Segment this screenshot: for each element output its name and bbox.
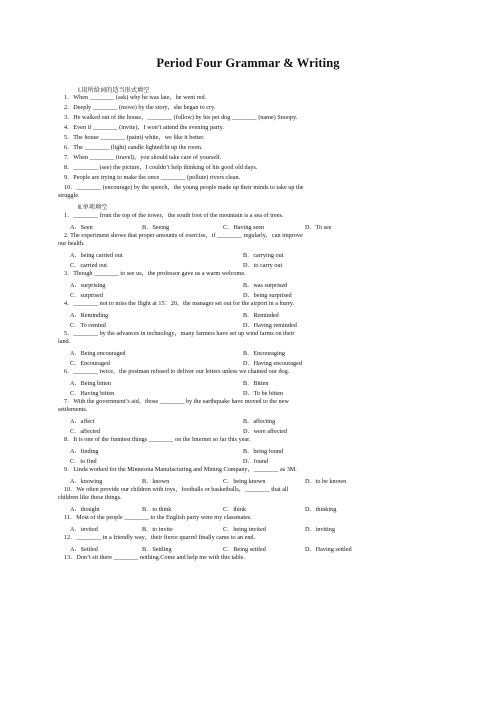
option-c: C．think <box>223 506 247 513</box>
option-c: C．affected <box>70 428 101 435</box>
option-c: C．carried out <box>70 262 107 269</box>
option-d: D．Having reminded <box>243 322 297 329</box>
option-a: A．Being encouraged <box>70 350 126 357</box>
option-a: A．finding <box>70 448 99 455</box>
option-d: D．found <box>243 458 269 465</box>
option-d: D．Having settled <box>305 546 352 553</box>
option-d: D．were affected <box>243 428 288 435</box>
option-c: C．being known <box>223 478 266 485</box>
question-stem: 12．________ in a friendly way，their fierce quarrel finally came to an end. <box>64 534 256 541</box>
option-c: C．To remind <box>70 322 106 329</box>
question-stem: 11．Most of the people ________ to the English party were my classmates. <box>64 514 252 521</box>
exercise-item: 1．When ________ (ask) why he was late，he went red. <box>64 94 207 101</box>
question-stem-continued: children like these things. <box>58 494 122 501</box>
option-c: C．Encouraged <box>70 360 110 367</box>
option-b: B．carrying out <box>243 252 284 259</box>
question-stem: 3．Though ________ to see us，the professor gave us a warm welcome. <box>64 270 246 277</box>
question-stem-continued: our health. <box>58 240 85 247</box>
question-stem: 13．Don’t sit there ________ nothing.Come and help me with this table. <box>64 554 246 561</box>
option-a: A．Being bitten <box>70 380 112 387</box>
option-b: B．Seeing <box>142 224 170 231</box>
question-stem: 5．________ by the advances in technology，many farmers have set up wind farms on their <box>64 330 295 337</box>
option-b: B．being found <box>243 448 284 455</box>
option-c: C．to find <box>70 458 97 465</box>
option-d: D．being surprised <box>243 292 292 299</box>
option-d: D．To be bitten <box>243 390 284 397</box>
option-a: A．being carried out <box>70 252 123 259</box>
exercise-item: 3．He walked out of the house，________ (follow) by his pet dog ________ (name) Snoopy. <box>64 114 298 121</box>
option-d: D．thinking <box>305 506 337 513</box>
question-stem: 1．________ from the top of the tower，the south foot of the mountain is a sea of trees. <box>64 212 284 219</box>
option-a: A．knowing <box>70 478 103 485</box>
option-c: C．being invited <box>223 526 266 533</box>
option-a: A．Settled <box>70 546 98 553</box>
exercise-item-continued: struggle. <box>58 192 80 199</box>
question-stem: 6．________ twice，the postman refused to deliver our letters unless we chained our dog. <box>64 368 290 375</box>
question-stem: 10．We often provide our children with toys，footballs or basketballs，________ that all <box>64 486 289 493</box>
option-d: D．inviting <box>305 526 335 533</box>
option-b: B．known <box>142 478 170 485</box>
option-a: A．thought <box>70 506 100 513</box>
option-c: C．Having seen <box>223 224 265 231</box>
option-b: B．Reminded <box>243 312 279 319</box>
option-a: A．invited <box>70 526 98 533</box>
exercise-item: 2．Deeply ________ (move) by the story，she began to cry. <box>64 104 216 111</box>
option-b: B．to invite <box>142 526 173 533</box>
section-2-heading: Ⅱ.单项填空 <box>78 204 108 211</box>
exercise-item: 8．________ (see) the picture，I couldn’t help thinking of his good old days. <box>64 164 258 171</box>
exercise-item: 10．________ (encourage) by the speech，the young people made up their minds to take up the <box>64 184 304 191</box>
option-c: C．Being settled <box>223 546 266 553</box>
option-c: C．surprised <box>70 292 103 299</box>
question-stem: 7．With the government’s aid，those ________ by the earthquake have moved to the new <box>64 398 289 405</box>
option-b: B．Settling <box>142 546 172 553</box>
option-a: A．affect <box>70 418 95 425</box>
option-d: D．to be known <box>305 478 347 485</box>
option-b: B．affecting <box>243 418 276 425</box>
question-stem-continued: settlements. <box>58 406 88 413</box>
option-b: B．was surprised <box>243 282 288 289</box>
exercise-item: 7．When ________ (travel)，you should take care of yourself. <box>64 154 222 161</box>
question-stem-continued: land. <box>58 338 71 345</box>
option-a: A．surprising <box>70 282 106 289</box>
option-b: B．to think <box>142 506 172 513</box>
option-d: D．To see <box>305 224 332 231</box>
question-stem: 2. The experiment shows that proper amounts of exercise，if ________ regularly，can improve <box>64 232 303 239</box>
section-1-heading: Ⅰ.用所给词的适当形式填空 <box>78 87 150 94</box>
exercise-item: 6．The ________ (light) candle lighted/lit up the room. <box>64 144 203 151</box>
option-c: C．Having bitten <box>70 390 115 397</box>
question-stem: 8．It is one of the funniest things ________ on the Internet so far this year. <box>64 436 251 443</box>
option-b: B．Bitten <box>243 380 269 387</box>
page-title: Period Four Grammar & Writing <box>156 56 340 70</box>
question-stem: 9．Linda worked for the Minnesota Manufacturing and Mining Company，________ as 3M. <box>64 466 297 473</box>
exercise-item: 4．Even if ________ (invite)，I won’t attend the evening party. <box>64 124 224 131</box>
option-b: B．Encouraging <box>243 350 285 357</box>
option-a: A．Seen <box>70 224 93 231</box>
exercise-item: 9．People are trying to make the once ________ (pollute) rivers clean. <box>64 174 241 181</box>
exercise-item: 5．The house ________ (paint) white，we like it better. <box>64 134 205 141</box>
question-stem: 4．________ not to miss the flight at 15：20，the manager set out for the airport in a hurry. <box>64 300 295 307</box>
option-d: D．to carry out <box>243 262 283 269</box>
option-a: A．Reminding <box>70 312 109 319</box>
option-d: D．Having encouraged <box>243 360 302 367</box>
